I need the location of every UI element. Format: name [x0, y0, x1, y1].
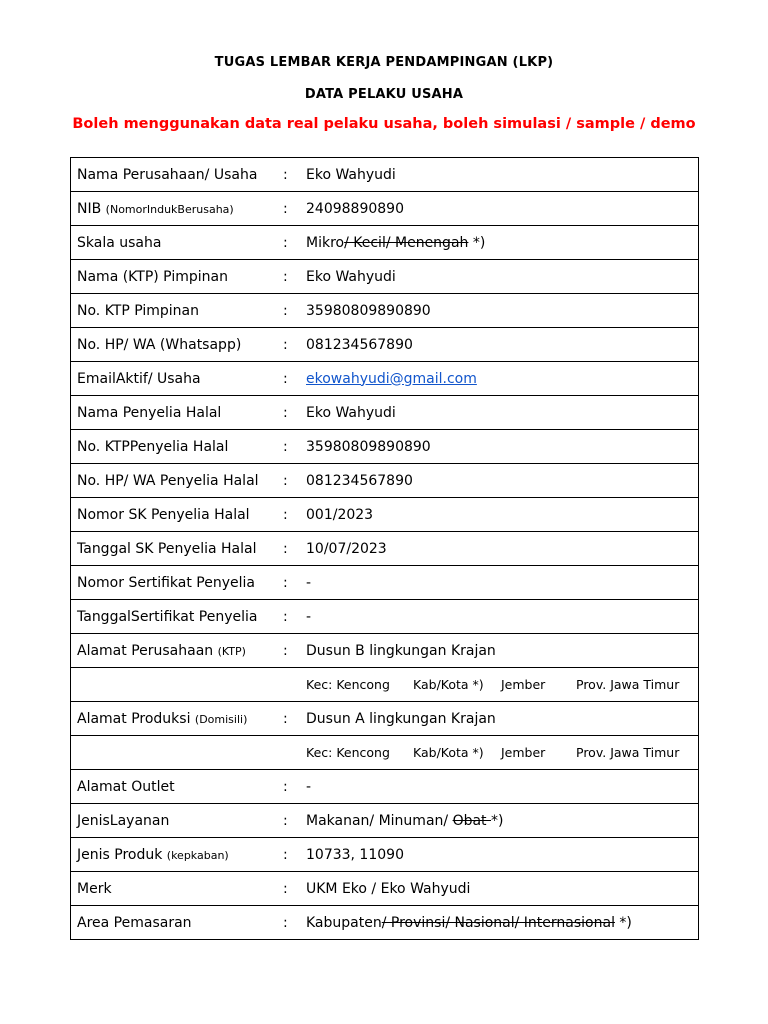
kabupaten-value: Jember: [501, 677, 546, 692]
colon: :: [283, 370, 288, 387]
label-alamat-perusahaan-text: Alamat Perusahaan: [77, 642, 214, 659]
label-layanan: JenisLayanan: [77, 812, 170, 829]
kabupaten-value: Jember: [501, 745, 546, 760]
row-alamat-perusahaan-detail: [71, 668, 699, 702]
label-nib-note: (NomorIndukBerusaha): [105, 202, 234, 216]
colon: :: [283, 914, 288, 931]
colon: :: [283, 302, 288, 319]
row-sert-no: [71, 566, 699, 600]
document-subtitle: DATA PELAKU USAHA: [304, 87, 464, 102]
row-area: [71, 906, 699, 940]
colon: :: [283, 778, 288, 795]
area-selected: Kabupaten: [306, 914, 382, 931]
row-nama-usaha: [71, 158, 699, 192]
row-nib: [71, 192, 699, 226]
document-title: TUGAS LEMBAR KERJA PENDAMPINGAN (LKP): [214, 55, 554, 70]
row-hp-penyelia: [71, 464, 699, 498]
colon: :: [283, 540, 288, 557]
label-hp: No. HP/ WA (Whatsapp): [77, 336, 242, 353]
empty-cell: [283, 668, 306, 702]
colon: :: [283, 200, 288, 217]
value-merk: UKM Eko / Eko Wahyudi: [306, 880, 471, 897]
label-alamat-perusahaan-note: (KTP): [217, 644, 246, 658]
label-produk-note: (kepkaban): [166, 848, 229, 862]
label-nib: [71, 192, 284, 226]
colon: :: [283, 642, 288, 659]
row-outlet: [71, 770, 699, 804]
skala-struck-options: / Kecil/ Menengah: [344, 234, 469, 251]
value-layanan: [306, 804, 699, 838]
kecamatan: Kec: Kencong: [306, 745, 390, 760]
area-suffix: *): [614, 914, 632, 931]
value-outlet: -: [306, 778, 312, 795]
row-skala: [71, 226, 699, 260]
label-sert-no: Nomor Sertifikat Penyelia: [77, 574, 255, 591]
row-nama-pimpinan: [71, 260, 699, 294]
row-layanan: [71, 804, 699, 838]
label-alamat-produksi-note: (Domisili): [194, 712, 248, 726]
value-alamat-perusahaan: Dusun B lingkungan Krajan: [306, 642, 496, 659]
colon: :: [283, 608, 288, 625]
provinsi: Prov. Jawa Timur: [576, 677, 680, 692]
label-alamat-produksi: [71, 702, 284, 736]
colon: :: [283, 438, 288, 455]
value-alamat-produksi: Dusun A lingkungan Krajan: [306, 710, 496, 727]
label-merk: Merk: [77, 880, 112, 897]
label-hp-penyelia: No. HP/ WA Penyelia Halal: [77, 472, 259, 489]
value-penyelia: Eko Wahyudi: [306, 404, 396, 421]
row-email: [71, 362, 699, 396]
value-nib: 24098890890: [306, 200, 404, 217]
provinsi: Prov. Jawa Timur: [576, 745, 680, 760]
row-alamat-produksi-detail: [71, 736, 699, 770]
colon: :: [283, 506, 288, 523]
area-struck-options: / Provinsi/ Nasional/ Internasional: [381, 914, 615, 931]
colon: :: [283, 574, 288, 591]
colon: :: [283, 472, 288, 489]
label-produk-text: Jenis Produk: [77, 846, 163, 863]
row-produk: [71, 838, 699, 872]
colon: :: [283, 166, 288, 183]
colon: :: [283, 234, 288, 251]
label-sert-tgl: TanggalSertifikat Penyelia: [77, 608, 258, 625]
label-penyelia: Nama Penyelia Halal: [77, 404, 222, 421]
row-ktp-pimpinan: [71, 294, 699, 328]
value-sert-no: -: [306, 574, 312, 591]
row-sk-no: [71, 498, 699, 532]
label-ktp-pimpinan: No. KTP Pimpinan: [77, 302, 199, 319]
row-merk: [71, 872, 699, 906]
instruction-note: Boleh menggunakan data real pelaku usaha, boleh simulasi / sample / demo: [72, 116, 696, 132]
label-email: EmailAktif/ Usaha: [77, 370, 201, 387]
value-hp-penyelia: 081234567890: [306, 472, 413, 489]
label-ktp-penyelia: No. KTPPenyelia Halal: [77, 438, 229, 455]
row-hp: [71, 328, 699, 362]
kabupaten-label: Kab/Kota *): [413, 745, 484, 760]
label-alamat-perusahaan: [71, 634, 284, 668]
label-sk-tgl: Tanggal SK Penyelia Halal: [77, 540, 257, 557]
row-penyelia: [71, 396, 699, 430]
address-detail-perusahaan: [306, 668, 699, 702]
value-ktp-penyelia: 35980809890890: [306, 438, 431, 455]
colon: :: [283, 710, 288, 727]
label-alamat-produksi-text: Alamat Produksi: [77, 710, 191, 727]
colon: :: [283, 336, 288, 353]
empty-cell: [71, 668, 284, 702]
skala-suffix: *): [468, 234, 486, 251]
colon: :: [283, 268, 288, 285]
value-email-cell: [306, 362, 699, 396]
colon: :: [283, 404, 288, 421]
row-sk-tgl: [71, 532, 699, 566]
layanan-struck-option: Obat: [452, 812, 491, 829]
value-sk-no: 001/2023: [306, 506, 374, 523]
kabupaten-label: Kab/Kota *): [413, 677, 484, 692]
label-nib-text: NIB: [77, 200, 102, 217]
value-produk: 10733, 11090: [306, 846, 404, 863]
layanan-selected: Makanan/ Minuman/: [306, 812, 453, 829]
colon: :: [283, 880, 288, 897]
empty-cell: [283, 736, 306, 770]
value-nama-pimpinan: Eko Wahyudi: [306, 268, 396, 285]
empty-cell: [71, 736, 284, 770]
value-hp: 081234567890: [306, 336, 413, 353]
row-ktp-penyelia: [71, 430, 699, 464]
value-nama-usaha: Eko Wahyudi: [306, 166, 396, 183]
value-ktp-pimpinan: 35980809890890: [306, 302, 431, 319]
label-nama-usaha: Nama Perusahaan/ Usaha: [77, 166, 258, 183]
label-outlet: Alamat Outlet: [77, 778, 175, 795]
layanan-suffix: *): [491, 812, 504, 829]
value-sert-tgl: -: [306, 608, 312, 625]
row-alamat-perusahaan: [71, 634, 699, 668]
address-detail-produksi: [306, 736, 699, 770]
email-link[interactable]: ekowahyudi@gmail.com: [306, 370, 477, 387]
value-skala: [306, 226, 699, 260]
row-sert-tgl: [71, 600, 699, 634]
label-area: Area Pemasaran: [77, 914, 192, 931]
kecamatan: Kec: Kencong: [306, 677, 390, 692]
label-produk: [71, 838, 284, 872]
colon: :: [283, 846, 288, 863]
label-nama-pimpinan: Nama (KTP) Pimpinan: [77, 268, 228, 285]
value-area: [306, 906, 699, 940]
label-sk-no: Nomor SK Penyelia Halal: [77, 506, 250, 523]
colon: :: [283, 812, 288, 829]
label-skala: Skala usaha: [77, 234, 162, 251]
business-data-table: [70, 157, 699, 940]
skala-selected: Mikro: [306, 234, 345, 251]
value-sk-tgl: 10/07/2023: [306, 540, 387, 557]
row-alamat-produksi: [71, 702, 699, 736]
